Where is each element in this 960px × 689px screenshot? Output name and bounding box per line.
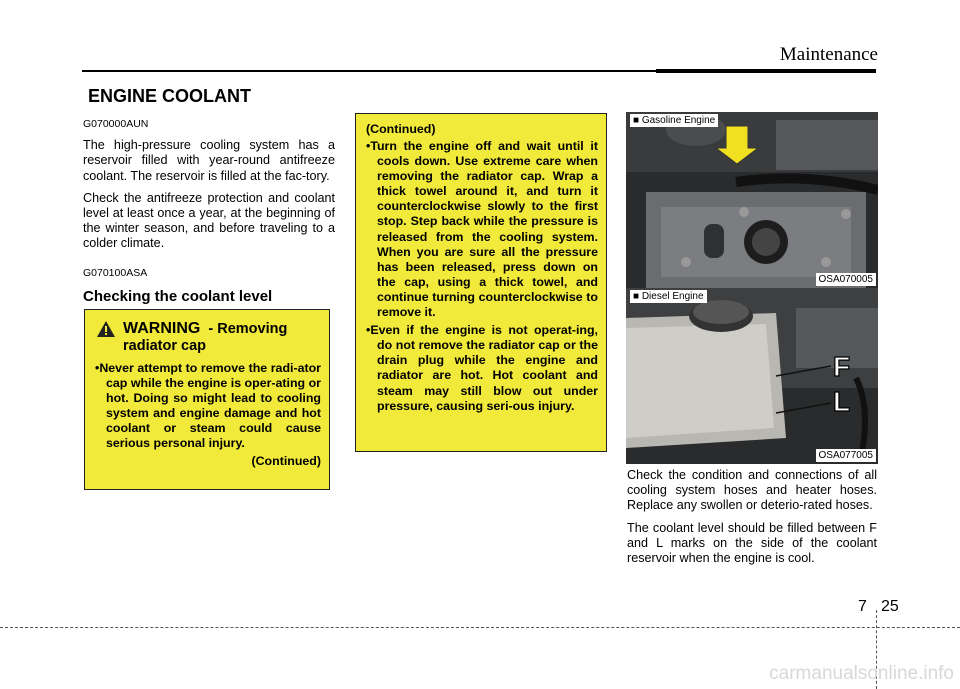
section-title: ENGINE COOLANT [88, 86, 252, 106]
subheading: Checking the coolant level [83, 287, 273, 305]
right-column [627, 468, 877, 573]
low-mark-label: L [833, 386, 851, 417]
warning-box [84, 309, 330, 490]
gasoline-engine-photo [626, 112, 878, 288]
paragraph: The coolant level should be filled between F and L marks on the side of the coolant reservoir when the engine is cool. [627, 520, 877, 566]
image-label: ■ Gasoline Engine [630, 114, 718, 127]
image-code: OSA077005 [816, 449, 877, 462]
warning-header [95, 320, 321, 355]
engine-photo-illustration [626, 288, 878, 464]
doc-code: G070000AUN [83, 118, 149, 130]
doc-code: G070100ASA [83, 266, 148, 279]
footer-rule [0, 627, 960, 628]
diesel-engine-photo [626, 288, 878, 464]
page-number: 25 [881, 598, 899, 615]
continued-heading: (Continued) [366, 122, 436, 136]
paragraph: Check the condition and connections of all cooling system hoses and heater hoses. Replace any swollen or deterio-rated hoses. [627, 468, 877, 513]
image-code: OSA070005 [816, 273, 877, 286]
warning-bullet: • Never attempt to remove the radi-ator cap while the engine is oper-ating or hot. Doing so might lead to cooling system and engine damage and hot coolant or steam could cause serious personal injury. [95, 361, 321, 452]
image-label: ■ Diesel Engine [630, 290, 707, 303]
header-rule-thick [656, 69, 876, 73]
continued-warning-box [355, 113, 607, 452]
paragraph: The high-pressure cooling system has a reservoir filled with year-round antifreeze coolant. The reservoir is filled at the fac-tory. [83, 138, 335, 183]
warning-bullet: • Turn the engine off and wait until it cools down. Use extreme care when removing the radiator cap. Wrap a thick towel around it, and turn it counterclockwise slowly to the first stop. Step back while the pressure is released from the cooling system. When you are sure all the pressure has been released, press down on the cap, using a thick towel, and continue turning counterclockwise to remove it. [366, 139, 598, 320]
watermark: carmanualsonline.info [769, 663, 954, 684]
warning-word: WARNING [123, 320, 201, 337]
engine-photo-illustration [626, 112, 878, 288]
warning-triangle-icon [97, 321, 115, 337]
full-mark-label: F [833, 351, 851, 382]
running-header: Maintenance [779, 44, 878, 65]
warning-bullet: • Even if the engine is not operat-ing, do not remove the radiator cap or the drain plug while the engine and radiator are hot. Hot coolant and steam may still blow out under pressure, causing seri-ous injury. [366, 323, 598, 414]
warning-title: - Removing radiator cap [123, 321, 288, 354]
chapter-number: 7 [858, 598, 867, 615]
paragraph: Check the antifreeze protection and coolant level at least once a year, at the beginning of the winter season, and before traveling to a colder climate. [83, 190, 335, 251]
continued-label: (Continued) [251, 453, 321, 468]
left-column [83, 111, 335, 314]
